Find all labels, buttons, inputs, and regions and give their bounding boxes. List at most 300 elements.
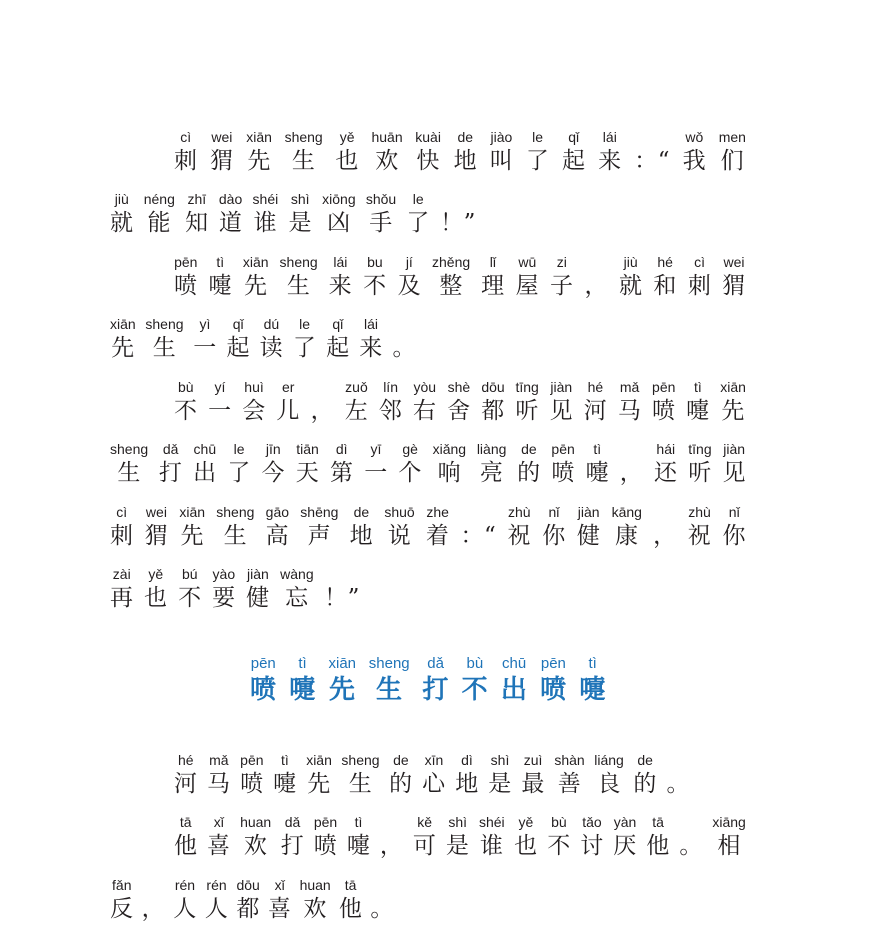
pinyin: tā	[179, 814, 192, 830]
hanzi: 先	[244, 273, 268, 299]
hanzi: 嚏	[346, 833, 371, 859]
pinyin-character	[477, 440, 507, 488]
hanzi: 左	[344, 398, 369, 424]
hanzi: 生	[223, 523, 248, 549]
pinyin: xiān	[246, 129, 272, 145]
pinyin: zhù	[507, 504, 531, 520]
hanzi: 他	[338, 896, 363, 922]
pinyin-character	[398, 253, 422, 301]
hanzi: 人	[173, 896, 197, 922]
pinyin: shè	[447, 379, 471, 395]
hanzi: 屋	[515, 273, 540, 299]
pinyin: sheng	[341, 752, 380, 768]
pinyin: bù	[466, 655, 484, 672]
hanzi: 亮	[479, 460, 504, 486]
pinyin: dǎ	[162, 441, 179, 457]
pinyin: pēn	[174, 254, 198, 270]
pinyin: tǎo	[582, 814, 602, 830]
hanzi: 道	[218, 210, 243, 236]
pinyin: dì	[461, 752, 473, 768]
pinyin-character	[216, 503, 254, 551]
hanzi: 出	[193, 460, 217, 486]
pinyin-character	[488, 751, 512, 799]
hanzi: 也	[144, 585, 168, 611]
pinyin: shì	[448, 814, 467, 830]
hanzi: 一	[208, 398, 232, 424]
pinyin-character	[652, 378, 676, 426]
pinyin: yàn	[613, 814, 637, 830]
pinyin-character	[426, 503, 450, 551]
hanzi: 手	[369, 210, 393, 236]
hanzi: 猬	[144, 523, 169, 549]
pinyin-character	[398, 440, 422, 488]
pinyin: men	[718, 129, 746, 145]
pinyin: mǎ	[209, 752, 229, 768]
pinyin	[653, 503, 677, 521]
pinyin-character	[688, 440, 712, 488]
hanzi: 不	[547, 833, 571, 859]
pinyin-character	[551, 440, 575, 488]
hanzi: 还	[654, 460, 678, 486]
pinyin-character	[501, 655, 528, 707]
pinyin-character	[193, 440, 217, 488]
hanzi: 见	[722, 460, 746, 486]
pinyin: huì	[244, 379, 264, 395]
pinyin-character	[174, 813, 198, 861]
hanzi: 起	[326, 335, 350, 361]
pinyin-character	[719, 128, 746, 176]
text-line	[110, 190, 476, 238]
hanzi: 刺	[687, 273, 712, 299]
hanzi: 不	[461, 675, 489, 705]
hanzi: 你	[722, 523, 746, 549]
hanzi: 。	[370, 896, 394, 922]
pinyin-character	[508, 503, 532, 551]
pinyin: pēn	[652, 379, 676, 395]
pinyin: xīn	[424, 752, 444, 768]
pinyin-character	[227, 440, 251, 488]
pinyin-character	[654, 440, 678, 488]
pinyin: qǐ	[232, 316, 244, 332]
hanzi: 要	[212, 585, 236, 611]
pinyin-character	[562, 128, 586, 176]
pinyin: zhe	[426, 504, 449, 520]
pinyin: jiù	[114, 191, 129, 207]
pinyin-character	[540, 655, 567, 707]
pinyin-character	[329, 655, 357, 707]
hanzi: 个	[398, 460, 422, 486]
hanzi: 他	[646, 833, 670, 859]
pinyin: dōu	[236, 877, 260, 893]
pinyin-character	[345, 378, 369, 426]
pinyin	[142, 876, 166, 894]
text-line	[174, 751, 690, 799]
hanzi: 及	[397, 273, 422, 299]
pinyin-character	[240, 751, 264, 799]
pinyin: jīn	[265, 441, 281, 457]
hanzi: 起	[226, 335, 250, 361]
hanzi: 喷	[250, 675, 277, 705]
hanzi: 。	[392, 335, 416, 361]
pinyin	[370, 876, 394, 894]
hanzi: 就	[618, 273, 643, 299]
hanzi: 猬	[722, 273, 746, 299]
pinyin-character	[461, 503, 497, 551]
hanzi: 喜	[207, 833, 231, 859]
hanzi: 就	[110, 210, 134, 236]
pinyin: tì	[216, 254, 225, 270]
hanzi: 。	[666, 771, 690, 797]
pinyin: pēn	[250, 655, 276, 672]
pinyin-character	[300, 876, 331, 924]
hanzi: 先	[329, 675, 356, 705]
pinyin: xǐ	[274, 877, 285, 893]
pinyin-character	[577, 503, 601, 551]
hanzi: 先	[180, 523, 204, 549]
pinyin: tì	[588, 655, 597, 672]
hanzi: ：“	[634, 148, 670, 174]
hanzi: 的	[633, 771, 657, 797]
pinyin-character	[433, 440, 466, 488]
hanzi: ，	[379, 833, 404, 859]
pinyin: huan	[299, 877, 331, 893]
pinyin-character	[347, 813, 371, 861]
hanzi: 不	[178, 585, 202, 611]
text-line	[110, 440, 746, 488]
pinyin: shàn	[554, 752, 585, 768]
hanzi: 都	[481, 398, 505, 424]
hanzi: 刺	[110, 523, 134, 549]
pinyin: dào	[218, 191, 243, 207]
pinyin: cì	[180, 129, 192, 145]
hanzi: 马	[207, 771, 231, 797]
hanzi: 喷	[174, 273, 198, 299]
hanzi: 声	[307, 523, 332, 549]
hanzi: 讨	[580, 833, 604, 859]
pinyin: néng	[143, 191, 175, 207]
pinyin-character	[454, 128, 478, 176]
hanzi: 说	[387, 523, 412, 549]
pinyin-character	[145, 315, 183, 363]
hanzi: 听	[515, 398, 539, 424]
hanzi: 叫	[489, 148, 514, 174]
pinyin-character	[174, 128, 198, 176]
hanzi: 喜	[267, 896, 292, 922]
pinyin-character	[242, 378, 266, 426]
pinyin-character	[363, 253, 387, 301]
pinyin-character	[335, 128, 359, 176]
pinyin-character	[653, 253, 677, 301]
hanzi: 凶	[327, 210, 351, 236]
pinyin: zuì	[523, 752, 543, 768]
pinyin-character	[455, 751, 479, 799]
pinyin-character	[212, 565, 236, 613]
pinyin-character	[300, 503, 338, 551]
pinyin: huān	[371, 129, 403, 145]
hanzi: 欢	[243, 833, 268, 859]
hanzi: 地	[455, 771, 479, 797]
pinyin: bù	[551, 814, 567, 830]
pinyin-character	[110, 503, 134, 551]
hanzi: 你	[542, 523, 566, 549]
pinyin-character	[173, 876, 197, 924]
pinyin-character	[144, 565, 168, 613]
pinyin: wū	[518, 254, 537, 270]
pinyin-character	[285, 128, 323, 176]
pinyin-character	[613, 813, 637, 861]
pinyin: yào	[212, 566, 236, 582]
pinyin-character	[110, 876, 134, 924]
pinyin: lái	[333, 254, 348, 270]
hanzi: 也	[335, 148, 359, 174]
pinyin: huan	[240, 814, 272, 830]
pinyin: xiān	[720, 379, 746, 395]
pinyin: sheng	[145, 316, 184, 332]
pinyin: xiōng	[322, 191, 356, 207]
pinyin-character	[142, 876, 166, 924]
hanzi: 欢	[375, 148, 399, 174]
text-line	[174, 378, 746, 426]
pinyin: cì	[116, 504, 128, 520]
hanzi: 读	[259, 335, 284, 361]
pinyin: tì	[593, 441, 602, 457]
hanzi: 子	[550, 273, 574, 299]
pinyin: xiān	[306, 752, 332, 768]
pinyin-character	[322, 190, 355, 238]
hanzi: 刺	[174, 148, 198, 174]
pinyin: kuài	[415, 129, 441, 145]
pinyin: fǎn	[112, 877, 132, 893]
pinyin: qǐ	[568, 129, 580, 145]
pinyin: yī	[370, 441, 382, 457]
pinyin: jiàn	[550, 379, 573, 395]
pinyin: xiǎng	[432, 441, 467, 457]
pinyin-character	[683, 128, 707, 176]
pinyin-character	[280, 253, 318, 301]
hanzi: 是	[488, 771, 512, 797]
pinyin-character	[481, 253, 505, 301]
hanzi: 了	[525, 148, 550, 174]
hanzi: 来	[359, 335, 383, 361]
pinyin-character	[612, 503, 642, 551]
pinyin-character	[554, 751, 584, 799]
hanzi: 了	[406, 210, 430, 236]
pinyin: sheng	[216, 504, 255, 520]
pinyin: zuǒ	[345, 379, 368, 395]
hanzi: 先	[111, 335, 135, 361]
text-line	[110, 876, 394, 924]
pinyin: pēn	[313, 814, 338, 830]
pinyin-character	[634, 128, 670, 176]
pinyin-character	[379, 378, 403, 426]
pinyin: dōu	[481, 379, 505, 395]
pinyin-character	[110, 565, 134, 613]
pinyin: sheng	[279, 254, 318, 270]
hanzi: 生	[375, 675, 403, 705]
hanzi: 邻	[378, 398, 403, 424]
hanzi: 的	[389, 771, 413, 797]
hanzi: 嚏	[686, 398, 710, 424]
hanzi: 嚏	[585, 460, 610, 486]
pinyin-character	[311, 378, 335, 426]
pinyin: liàng	[476, 441, 507, 457]
hanzi: 我	[682, 148, 707, 174]
pinyin: tì	[354, 814, 363, 830]
pinyin-character	[174, 378, 198, 426]
pinyin-character	[389, 751, 413, 799]
pinyin-character	[526, 128, 550, 176]
pinyin-character	[276, 378, 300, 426]
pinyin-character	[584, 378, 608, 426]
pinyin-character	[110, 190, 134, 238]
pinyin-character	[422, 751, 446, 799]
pinyin-character	[722, 503, 746, 551]
pinyin-character	[246, 128, 272, 176]
pinyin-character	[226, 315, 250, 363]
pinyin: tì	[693, 379, 702, 395]
pinyin: xiāng	[712, 814, 746, 830]
hanzi: 心	[422, 771, 446, 797]
pinyin: hé	[177, 752, 194, 768]
hanzi: 不	[363, 273, 387, 299]
pinyin: de	[521, 441, 537, 457]
pinyin: le	[532, 129, 544, 145]
pinyin-character	[517, 440, 541, 488]
pinyin-character	[712, 813, 745, 861]
hanzi: 最	[521, 771, 545, 797]
pinyin-character	[646, 813, 670, 861]
hanzi: 健	[576, 523, 601, 549]
pinyin: shì	[490, 752, 510, 768]
hanzi: 是	[288, 210, 312, 236]
pinyin-character	[339, 876, 363, 924]
pinyin-character	[159, 440, 183, 488]
hanzi: 欢	[303, 896, 327, 922]
pinyin: tā	[344, 877, 357, 893]
pinyin-character	[579, 655, 606, 707]
hanzi: 嚏	[208, 273, 232, 299]
pinyin: wǒ	[685, 129, 704, 145]
pinyin: cì	[694, 254, 706, 270]
pinyin-character	[208, 253, 232, 301]
pinyin: tì	[298, 655, 307, 672]
pinyin: lái	[364, 316, 379, 332]
pinyin: shǒu	[365, 191, 397, 207]
hanzi: ！”	[324, 585, 360, 611]
pinyin-character	[618, 378, 642, 426]
pinyin-character	[266, 503, 290, 551]
pinyin: yì	[199, 316, 211, 332]
hanzi: ，	[310, 398, 335, 424]
pinyin: mǎ	[619, 379, 640, 395]
hanzi: ，	[584, 273, 608, 299]
hanzi: 生	[117, 460, 141, 486]
hanzi: 他	[174, 833, 198, 859]
hanzi: 儿	[276, 398, 300, 424]
pinyin: jiàn	[577, 504, 600, 520]
hanzi: 了	[227, 460, 251, 486]
pinyin-character	[293, 315, 317, 363]
pinyin: zi	[556, 254, 567, 270]
pinyin: de	[353, 504, 370, 520]
pinyin: zhī	[187, 191, 207, 207]
pinyin: zài	[112, 566, 131, 582]
pinyin-character	[178, 565, 202, 613]
pinyin: hé	[657, 254, 673, 270]
pinyin: xiān	[242, 254, 269, 270]
hanzi: 河	[174, 771, 198, 797]
pinyin-character	[462, 655, 489, 707]
text-line	[174, 128, 746, 176]
pinyin: de	[393, 752, 409, 768]
hanzi: 可	[412, 833, 437, 859]
hanzi: 一	[193, 335, 217, 361]
hanzi: 的	[517, 460, 541, 486]
pinyin-character	[406, 190, 430, 238]
hanzi: 第	[329, 460, 354, 486]
pinyin: liáng	[594, 752, 624, 768]
hanzi: 喷	[240, 771, 264, 797]
hanzi: 谁	[480, 833, 504, 859]
hanzi: 听	[688, 460, 712, 486]
pinyin-character	[240, 813, 271, 861]
pinyin: wàng	[280, 566, 314, 582]
pinyin: jiào	[490, 129, 513, 145]
pinyin-character	[413, 813, 437, 861]
pinyin-character	[110, 440, 148, 488]
pinyin-character	[413, 378, 437, 426]
hanzi: 打	[422, 675, 449, 705]
pinyin: yě	[518, 814, 534, 830]
pinyin-character	[296, 440, 320, 488]
text-line	[110, 565, 360, 613]
pinyin-character	[185, 190, 209, 238]
pinyin: lín	[383, 379, 398, 395]
pinyin: hái	[656, 441, 676, 457]
pinyin-character	[253, 190, 279, 238]
hanzi: 生	[291, 148, 316, 174]
pinyin: zhěng	[432, 254, 471, 270]
hanzi: ！”	[440, 210, 476, 236]
pinyin: tiān	[296, 441, 319, 457]
hanzi: 喷	[313, 833, 338, 859]
pinyin-character	[364, 440, 388, 488]
pinyin: kě	[417, 814, 433, 830]
pinyin-character	[446, 813, 470, 861]
pinyin: chū	[502, 655, 527, 672]
pinyin: gè	[402, 441, 418, 457]
hanzi: 高	[265, 523, 290, 549]
pinyin-character	[514, 813, 538, 861]
pinyin-character	[688, 503, 712, 551]
hanzi: ，	[141, 896, 166, 922]
pinyin-character	[686, 378, 710, 426]
hanzi: 是	[445, 833, 470, 859]
hanzi: 善	[557, 771, 582, 797]
pinyin-character	[653, 503, 677, 551]
hanzi: 见	[549, 398, 574, 424]
pinyin: bù	[177, 379, 194, 395]
pinyin-character	[633, 751, 657, 799]
hanzi: 马	[617, 398, 642, 424]
pinyin-character	[432, 253, 470, 301]
pinyin-character	[193, 315, 217, 363]
pinyin-character	[179, 503, 205, 551]
pinyin: hé	[587, 379, 604, 395]
hanzi: 嚏	[289, 675, 316, 705]
hanzi: 能	[147, 210, 172, 236]
pinyin: zhù	[688, 504, 711, 520]
